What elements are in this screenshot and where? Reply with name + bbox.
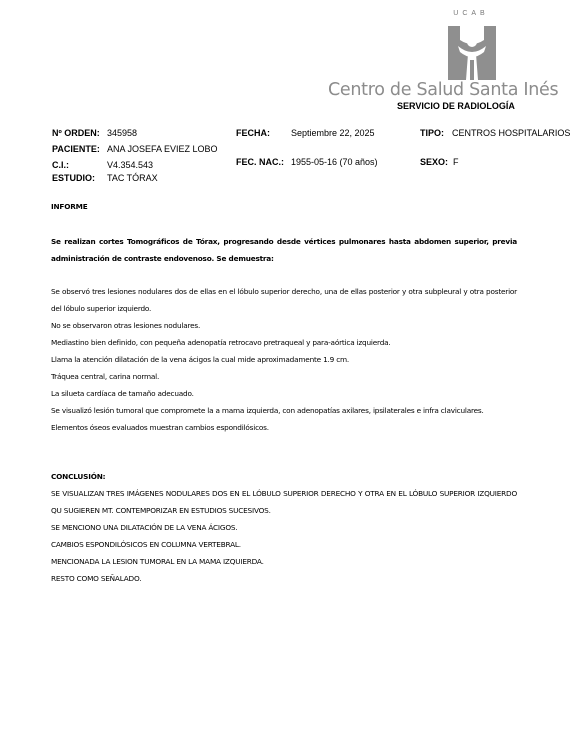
finding-item: Mediastino bien definido, con pequeña adenopatía retrocavo pretraqueal y para-aórtica izquierda. (51, 338, 391, 347)
conclusion-item: CAMBIOS ESPONDILÓSICOS EN COLUMNA VERTEBRAL. (51, 540, 241, 549)
informe-intro (51, 233, 517, 267)
fecnac-value: 1955-05-16 (70 años) (291, 157, 378, 167)
finding-item: La silueta cardíaca de tamaño adecuado. (51, 389, 194, 398)
santa-ines-figure-icon (444, 20, 500, 82)
finding-item: No se observaron otras lesiones nodulares. (51, 321, 201, 330)
finding-item: Tráquea central, carina normal. (51, 372, 160, 381)
orden-label: Nº ORDEN: (52, 128, 100, 138)
fecha-label: FECHA: (236, 128, 270, 138)
finding-item: Llama la atención dilatación de la vena ácigos la cual mide aproximadamente 1.9 cm. (51, 355, 350, 364)
fecha-value: Septiembre 22, 2025 (291, 128, 375, 138)
department-title: SERVICIO DE RADIOLOGÍA (397, 101, 515, 111)
estudio-value: TAC TÓRAX (107, 173, 158, 183)
orden-value: 345958 (107, 128, 138, 138)
conclusion-list (51, 485, 517, 587)
ci-label: C.I.: (52, 160, 69, 170)
paciente-label: PACIENTE: (52, 144, 100, 154)
estudio-label: ESTUDIO: (52, 173, 96, 183)
paciente-value: ANA JOSEFA EVIEZ LOBO (107, 144, 218, 154)
finding-item: Se visualizó lesión tumoral que compromete la a mama izquierda, con adenopatías axilares, ipsilaterales e infra claviculares. (51, 406, 484, 415)
conclusion-item: MENCIONADA LA LESION TUMORAL EN LA MAMA IZQUIERDA. (51, 557, 264, 566)
informe-intro-text: Se realizan cortes Tomográficos de Tórax, progresando desde vértices pulmonares hasta abdomen superior, previa administración de contraste endovenoso. Se demuestra: (51, 237, 517, 263)
informe-title: INFORME (51, 202, 88, 211)
conclusion-item: RESTO COMO SEÑALADO. (51, 574, 142, 583)
finding-item: Elementos óseos evaluados muestran cambios espondilósicos. (51, 423, 269, 432)
tipo-label: TIPO: (420, 128, 444, 138)
fecnac-label: FEC. NAC.: (236, 157, 284, 167)
finding-item: Se observó tres lesiones nodulares dos de ellas en el lóbulo superior derecho, una de ellas posterior y otra subpleural y otra posterior del lóbulo superior izquierdo. (51, 287, 517, 313)
conclusion-title: CONCLUSIÓN: (51, 472, 106, 481)
clinic-logo (326, 10, 559, 105)
conclusion-item: SE MENCIONO UNA DILATACIÓN DE LA VENA ÁCIGOS. (51, 523, 238, 532)
sexo-label: SEXO: (420, 157, 449, 167)
clinic-name: Centro de Salud Santa Inés (328, 80, 559, 100)
conclusion-item: SE VISUALIZAN TRES IMÁGENES NODULARES DOS EN EL LÓBULO SUPERIOR DERECHO Y OTRA EN EL LÓBULO SUPERIOR IZQUIERDO QU SUGIEREN MT. CONTEMPORIZAR EN ESTUDIOS SUCESIVOS. (51, 489, 517, 515)
ci-value: V4.354.543 (107, 160, 154, 170)
logo-ucab-text: UCAB (453, 10, 489, 17)
tipo-value: CENTROS HOSPITALARIOS (452, 128, 570, 138)
informe-findings (51, 283, 517, 436)
sexo-value: F (453, 157, 459, 167)
